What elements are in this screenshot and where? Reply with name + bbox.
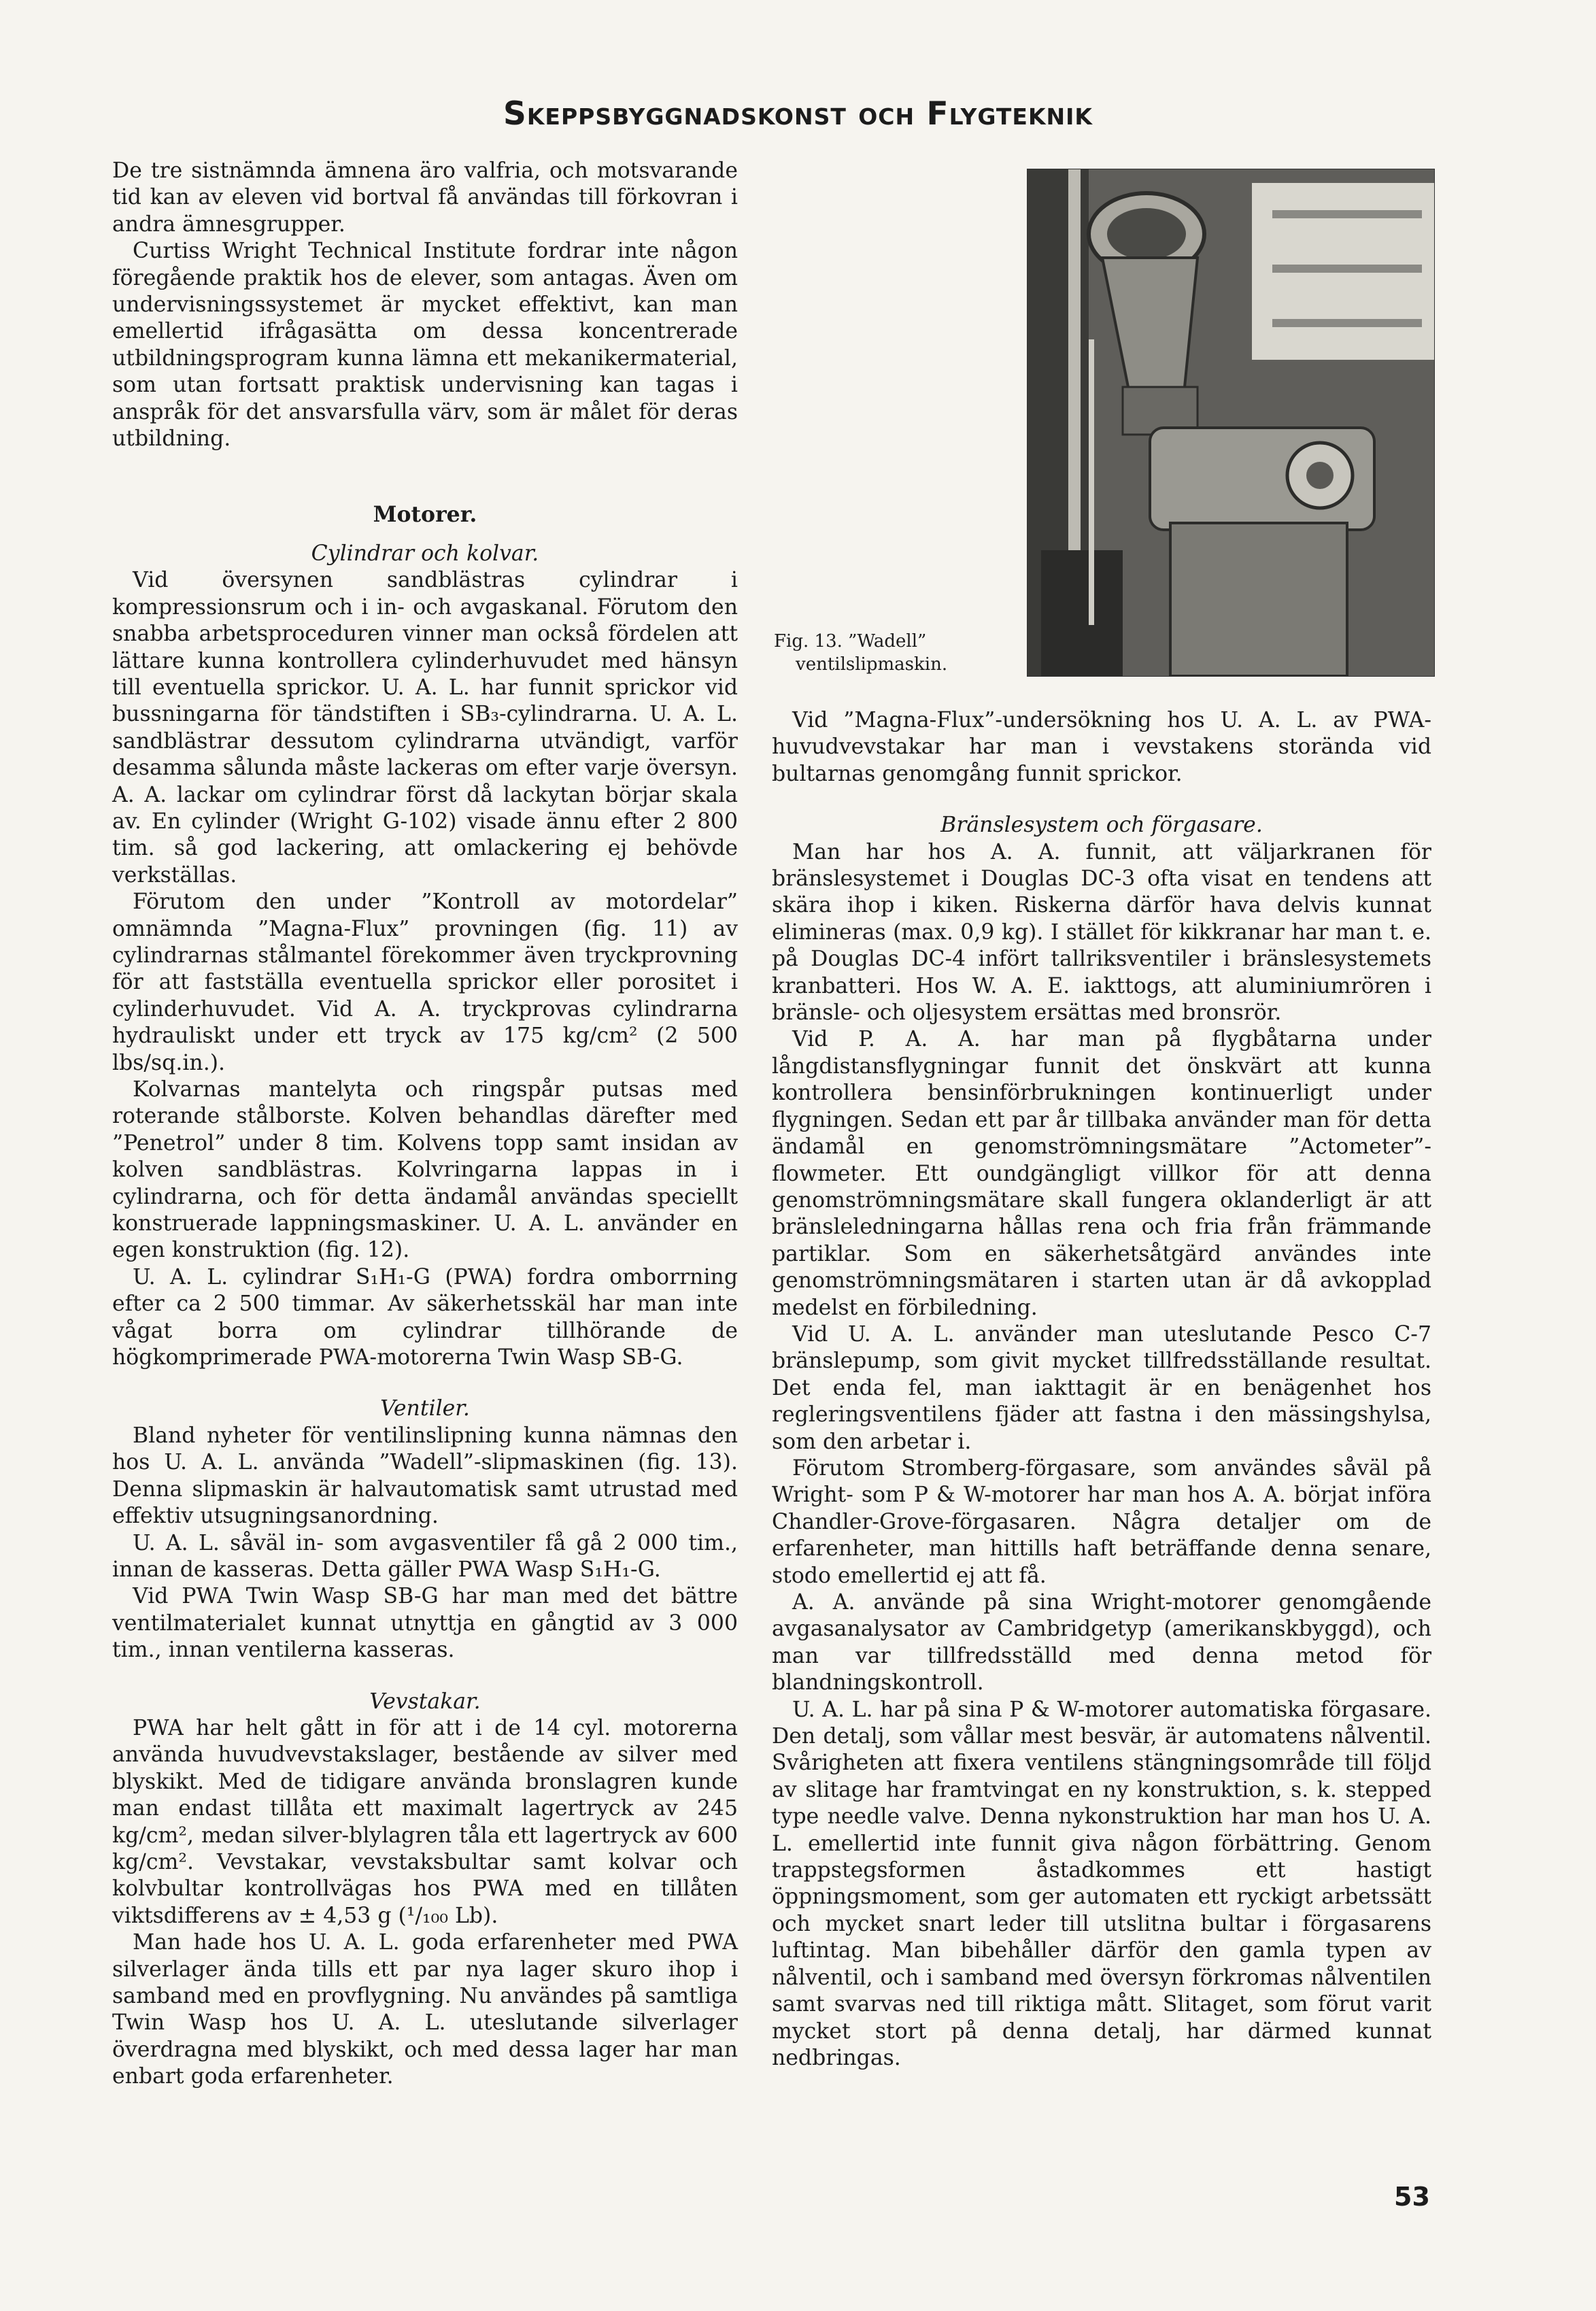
section-heading-motorer: Motorer. [373,502,477,528]
paragraph: Vid ”Magna-Flux”-undersökning hos U. A. L. av PWA-huvudvevstakar har man i vevstakens storända vid bultarnas genomgång funnit sprickor. [772,708,1431,786]
paragraph: Förutom den under ”Kontroll av motordelar” omnämnda ”Magna-Flux” provningen (fig. 11) av cylindrarnas stålmantel förekommer även tryckprovning för att fastställa eventuella sprickor eller porositet i cylinderhuvudet. Vid A. A. tryckprovas cylindrarna hydrauliskt under ett tryck av 175 kg/cm² (2 500 lbs/sq.in.). [112,890,738,1075]
subheading-vevstakar: Vevstakar. [369,1689,481,1714]
paragraph: Kolvarnas mantelyta och ringspår putsas med roterande stålborste. Kolven behandlas därefter med ”Penetrol” under 8 tim. Kolvens topp samt insidan av kolven sandblästras. Kolvringarna lappas in i cylindrarna, och för detta ändamål användas speciellt konstruerade lappningsmaskiner. U. A. L. använder en egen konstruktion (fig. 12). [112,1077,738,1263]
paragraph: Vid översynen sandblästras cylindrar i kompressionsrum och i in- och avgaskanal. Förutom den snabba arbetsproceduren vinner man också fördelen att lättare kunna kontrollera cylinderhuvudet med hänsyn till eventuella sprickor. U. A. L. har funnit sprickor vid bussningarna för tändstiften i SB₃-cylindrarna. U. A. L. sandblästrar dessutom cylindrarna utvändigt, varför desamma sålunda måste lackeras om efter varje översyn. A. A. lackar om cylindrar först då lackytan börjar skala av. En cylinder (Wright G-102) visade ännu efter 2 800 tim. så god lackering, att omlackering ej behövde verkställas. [112,568,738,888]
page-number: 53 [1394,2182,1430,2212]
paragraph: Vid U. A. L. använder man uteslutande Pesco C-7 bränslepump, som givit mycket tillfredsställande resultat. Det enda fel, man iakttagit är en benägenhet hos regleringsventilens fjäder att fastna i den mässingshylsa, som den arbetar i. [772,1321,1431,1454]
paragraph: U. A. L. har på sina P & W-motorer automatiska förgasare. Den detalj, som vållar mest besvär, är automatens nålventil. Svårigheten att fixera ventilens stängningsområde till följd av slitage har framtvingat en ny konstruktion, s. k. stepped type needle valve. Denna nykonstruktion har man hos U. A. L. emellertid inte funnit giva någon förbättring. Genom trappstegsformen åstadkommes ett hastigt öppningsmoment, som ger automaten ett ryckigt arbetssätt och mycket snart leder till utslitna bultar i förgasarens luftintag. Man bibehåller därför den gamla typen av nålventil, och i samband med översyn förkromas nålventilen samt svarvas ned till riktiga mått. Slitaget, som förut varit mycket stort på denna detalj, har därmed kunnat nedbringas. [772,1697,1431,2070]
paragraph: Vid PWA Twin Wasp SB-G har man med det bättre ventilmaterialet kunnat utnyttja en gångtid av 3 000 tim., innan ventilerna kasseras. [112,1584,738,1663]
valve-grinding-machine-illustration [1028,169,1434,676]
caption-line: ventilslipmaskin. [796,654,948,675]
caption-line: Fig. 13. ”Wadell” [774,631,927,652]
paragraph: A. A. använde på sina Wright-motorer genomgående avgasanalysator av Cambridgetyp (amerikanskbyggd), och man var tillfredsställd med denna metod för blandningskontroll. [772,1590,1431,1696]
subheading-cylindrar: Cylindrar och kolvar. [311,541,539,566]
left-column [112,158,738,2091]
paragraph: Man hade hos U. A. L. goda erfarenheter med PWA silverlager ända tills ett par nya lager skuro ihop i samband med en provflygning. Nu användes på samtliga Twin Wasp hos U. A. L. uteslutande silverlager överdragna med blyskikt, och med dessa lager har man enbart goda erfarenheter. [112,1930,738,2089]
paragraph: Man har hos A. A. funnit, att väljarkranen för bränslesystemet i Douglas DC-3 ofta visat en tendens att skära ihop i kiken. Riskerna därför hava delvis kunnat elimineras (max. 0,9 kg). I stället för kikkranar har man t. e. på Douglas DC-4 infört tallriksventiler i bränslesystemets kranbatteri. Hos W. A. E. iakttogs, att aluminiumrören i bränsle- och oljesystem ersättas med bronsrör. [772,839,1431,1026]
figure-caption [774,630,1019,676]
page-title: Skeppsbyggnadskonst och Flygteknik [503,95,1093,133]
paragraph: Vid P. A. A. har man på flygbåtarna under långdistansflygningar funnit det önskvärt att kunna kontrollera bensinförbrukningen kontinuerligt under flygningen. Sedan ett par år tillbaka använder man för detta ändamål en genomströmningsmätare ”Actometer”-flowmeter. Ett oundgängligt villkor för att denna genomströmningsmätare skall fungera oklanderligt är att bränsleledningarna hållas rena och fria från främmande partiklar. Som en säkerhetsåtgärd användes inte genomströmningsmätaren i starten utan är då avkopplad medelst en förbiledning. [772,1027,1431,1320]
subheading-bransle: Bränslesystem och förgasare. [940,813,1263,838]
right-column [772,707,1431,2072]
paragraph: U. A. L. cylindrar S₁H₁-G (PWA) fordra omborrning efter ca 2 500 timmar. Av säkerhetsskäl har man inte vågat borra om cylindrar tillhörande de högkomprimerade PWA-motorerna Twin Wasp SB-G. [112,1264,738,1370]
subheading-ventiler: Ventiler. [380,1396,470,1421]
paragraph: De tre sistnämnda ämnena äro valfria, och motsvarande tid kan av eleven vid bortval få användas till förkovran i andra ämnesgrupper. [112,158,738,237]
figure-photo-wadell-machine [1027,169,1435,677]
paragraph: PWA har helt gått in för att i de 14 cyl. motorerna använda huvudvevstakslager, bestående av silver med blyskikt. Med de tidigare använda bronslagren kunde man endast tillåta ett maximalt lagertryck av 245 kg/cm², medan silver-blylagren tåla ett lagertryck av 600 kg/cm². Vevstakar, vevstaksbultar samt kolvar och kolvbultar kontrollvägas hos PWA med en tillåten viktsdifferens av ± 4,53 g (¹/₁₀₀ Lb). [112,1715,738,1928]
paragraph: U. A. L. såväl in- som avgasventiler få gå 2 000 tim., innan de kasseras. Detta gäller PWA Wasp S₁H₁-G. [112,1530,738,1582]
paragraph: Curtiss Wright Technical Institute fordrar inte någon föregående praktik hos de elever, som antagas. Även om undervisningssystemet är mycket effektivt, kan man emellertid ifrågasätta om dessa koncentrerade utbildningsprogram kunna lämna ett mekanikermaterial, som utan fortsatt praktisk undervisning kan tagas i anspråk för det ansvarsfulla värv, som är målet för deras utbildning. [112,239,738,452]
paragraph: Förutom Stromberg-förgasare, som användes såväl på Wright- som P & W-motorer har man hos A. A. börjat införa Chandler-Grove-förgasaren. Några detaljer om de erfarenheter, man hittills haft beträffande denna senare, stodo emellertid ej att få. [772,1455,1431,1588]
paragraph: Bland nyheter för ventilinslipning kunna nämnas den hos U. A. L. använda ”Wadell”-slipmaskinen (fig. 13). Denna slipmaskin är halvautomatisk samt utrustad med effektiv utsugningsanordning. [112,1423,738,1529]
